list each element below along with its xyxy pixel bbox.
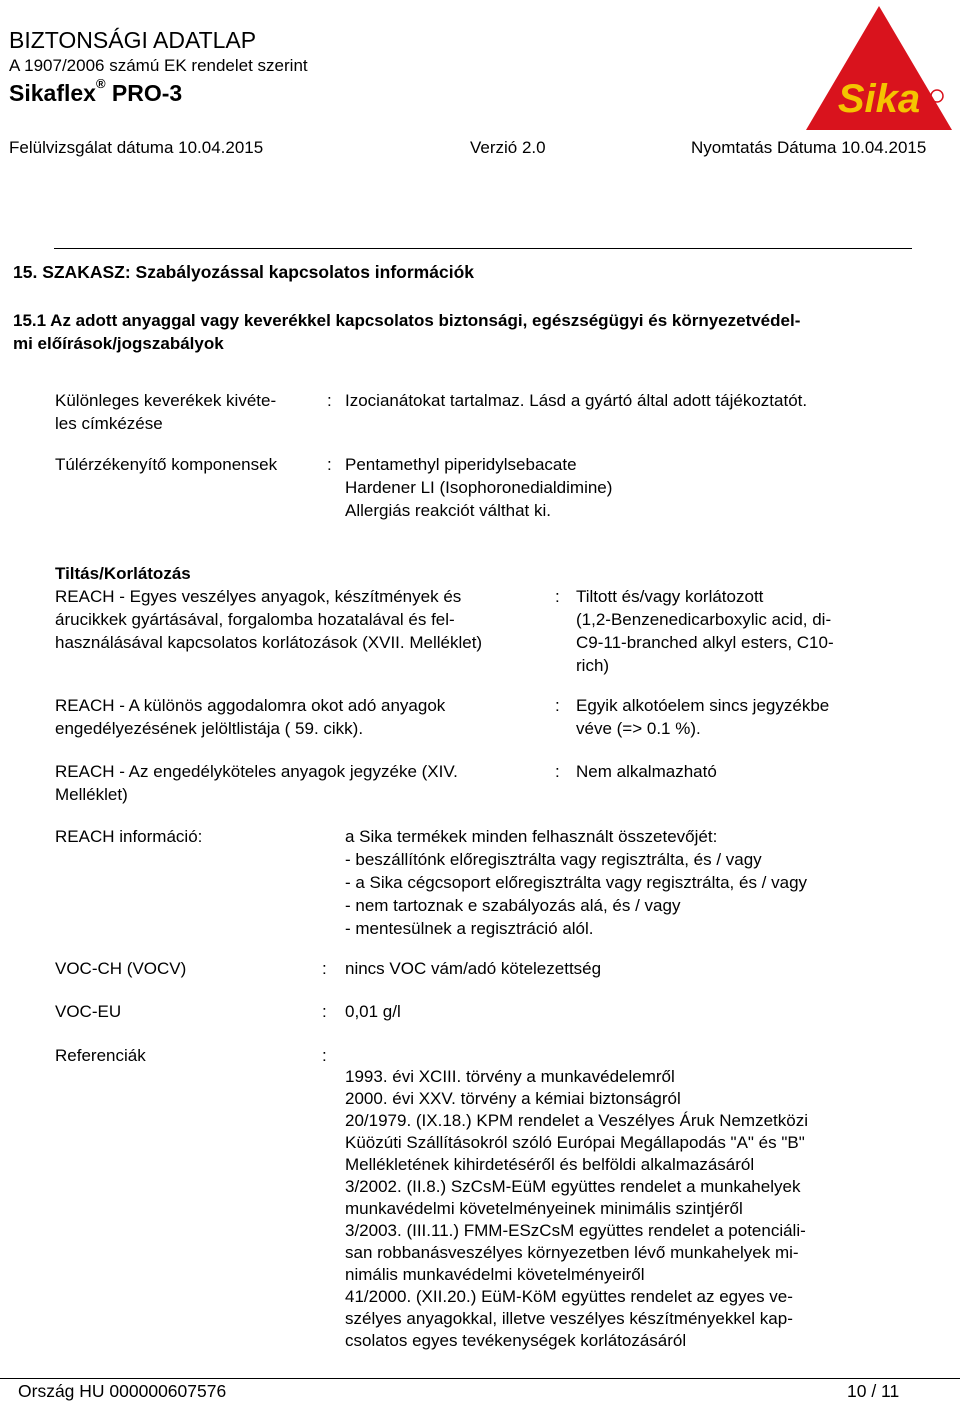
reference-line: Mellékletének kihirdetéséről és belföldi alkalmazásáról [345,1155,755,1174]
value-reach-xiv: Nem alkalmazható [576,762,717,781]
section-title: 15. SZAKASZ: Szabályozással kapcsolatos információk [13,262,474,282]
label-line: REACH - Az engedélyköteles anyagok jegyzéke (XIV. [55,762,458,781]
reference-line: szélyes anyagokkal, illetve veszélyes készítményekkel kap- [345,1309,793,1328]
subsection-title-line: 15.1 Az adott anyaggal vagy keverékkel kapcsolatos biztonsági, egészségügyi és környezetvédel- [13,311,801,330]
label-reach-xvii [55,585,482,654]
sika-logo [804,4,954,132]
label-voc-eu: VOC-EU [55,1002,122,1021]
colon: : [322,1046,327,1065]
value-line: - a Sika cégcsoport előregisztrálta vagy regisztrálta, és / vagy [345,873,808,892]
value-reach-info [345,825,807,940]
reference-line: csolatos egyes tevékenységek korlátozásáról [345,1331,687,1350]
value-sensitizing [345,453,612,522]
reference-line: munkavédelmi követelményeinek minimális szintjéről [345,1199,743,1218]
value-line: Tiltott és/vagy korlátozott [576,587,764,606]
label-reach-xiv [55,760,458,806]
label-line: engedélyezésének jelöltlistája ( 59. cikk). [55,719,364,738]
label-special-labelling [55,389,276,435]
value-voc-eu: 0,01 g/l [345,1002,401,1021]
label-line: használásával kapcsolatos korlátozások (XVII. Melléklet) [55,633,483,652]
footer-country: Ország HU 000000607576 [18,1381,227,1401]
reference-line: san robbanásveszélyes környezetben lévő munkahelyek mi- [345,1243,799,1262]
label-line: REACH - A különös aggodalomra okot adó anyagok [55,696,446,715]
value-references [345,1044,808,1374]
label-line: REACH - Egyes veszélyes anyagok, készítmények és [55,587,462,606]
value-line: - mentesülnek a regisztráció alól. [345,919,594,938]
document-subtitle: A 1907/2006 számú EK rendelet szerint [9,56,308,75]
value-reach-xvii [576,585,834,677]
footer-rule [0,1378,960,1379]
value-line: a Sika termékek minden felhasznált összetevőjét: [345,827,718,846]
value-line: (1,2-Benzenedicarboxylic acid, di- [576,610,832,629]
value-line: Allergiás reakciót válthat ki. [345,501,551,520]
label-line: Melléklet) [55,785,128,804]
reference-line: nimális munkavédelmi követelményeiről [345,1265,645,1284]
reference-line: 41/2000. (XII.20.) EüM-KöM együttes rendelet az egyes ve- [345,1287,793,1306]
product-name [9,76,183,107]
colon: : [555,696,560,715]
label-references: Referenciák [55,1046,146,1065]
label-line: les címkézése [55,414,163,433]
value-voc-ch: nincs VOC vám/adó kötelezettség [345,959,602,978]
product-name-suffix: PRO-3 [105,80,183,106]
colon: : [327,455,332,474]
colon: : [322,1002,327,1021]
reference-line: 3/2003. (III.11.) FMM-ESzCsM együttes rendelet a potenciáli- [345,1221,806,1240]
colon: : [322,959,327,978]
label-line: árucikkek gyártásával, forgalomba hozatalával és fel- [55,610,455,629]
label-voc-ch: VOC-CH (VOCV) [55,959,187,978]
value-line: rich) [576,656,610,675]
reference-line: 1993. évi XCIII. törvény a munkavédelemről [345,1067,675,1086]
restrictions-title: Tiltás/Korlátozás [55,564,191,583]
reference-line: 3/2002. (II.8.) SzCsM-EüM együttes rendelet a munkahelyek [345,1177,801,1196]
label-reach-info: REACH információ: [55,827,203,846]
revision-date: Felülvizsgálat dátuma 10.04.2015 [9,138,264,157]
footer-page-number: 10 / 11 [847,1381,900,1401]
label-line: Különleges keverékek kivéte- [55,391,277,410]
reference-line: 2000. évi XXV. törvény a kémiai biztonságról [345,1089,681,1108]
reference-line: Küözúti Szállításokról szóló Európai Megállapodás "A" és "B" [345,1133,805,1152]
value-line: - nem tartoznak e szabályozás alá, és / vagy [345,896,681,915]
section-rule [54,248,912,249]
label-sensitizing: Túlérzékenyítő komponensek [55,455,278,474]
version: Verzió 2.0 [470,138,546,157]
colon: : [327,391,332,410]
colon: : [555,587,560,606]
value-line: Hardener LI (Isophoronedialdimine) [345,478,613,497]
value-line: véve (=> 0.1 %). [576,719,701,738]
value-line: Pentamethyl piperidylsebacate [345,455,577,474]
logo-text: Sika [837,77,921,121]
label-reach-candidate [55,694,445,740]
document-title: BIZTONSÁGI ADATLAP [9,27,257,53]
colon: : [555,762,560,781]
value-special-labelling: Izocianátokat tartalmaz. Lásd a gyártó által adott tájékoztatót. [345,391,808,410]
value-line: Egyik alkotóelem sincs jegyzékbe [576,696,830,715]
logo-reg-circle [931,90,943,102]
value-line: - beszállítónk előregisztrálta vagy regisztrálta, és / vagy [345,850,762,869]
product-name-text: Sikaflex [9,80,96,106]
registered-mark: ® [95,76,106,92]
print-date: Nyomtatás Dátuma 10.04.2015 [691,138,927,157]
value-line: C9-11-branched alkyl esters, C10- [576,633,834,652]
subsection-title [13,309,913,355]
value-reach-candidate [576,694,829,740]
subsection-title-line: mi előírások/jogszabályok [13,334,224,353]
reference-line: 20/1979. (IX.18.) KPM rendelet a Veszélyes Áruk Nemzetközi [345,1111,809,1130]
